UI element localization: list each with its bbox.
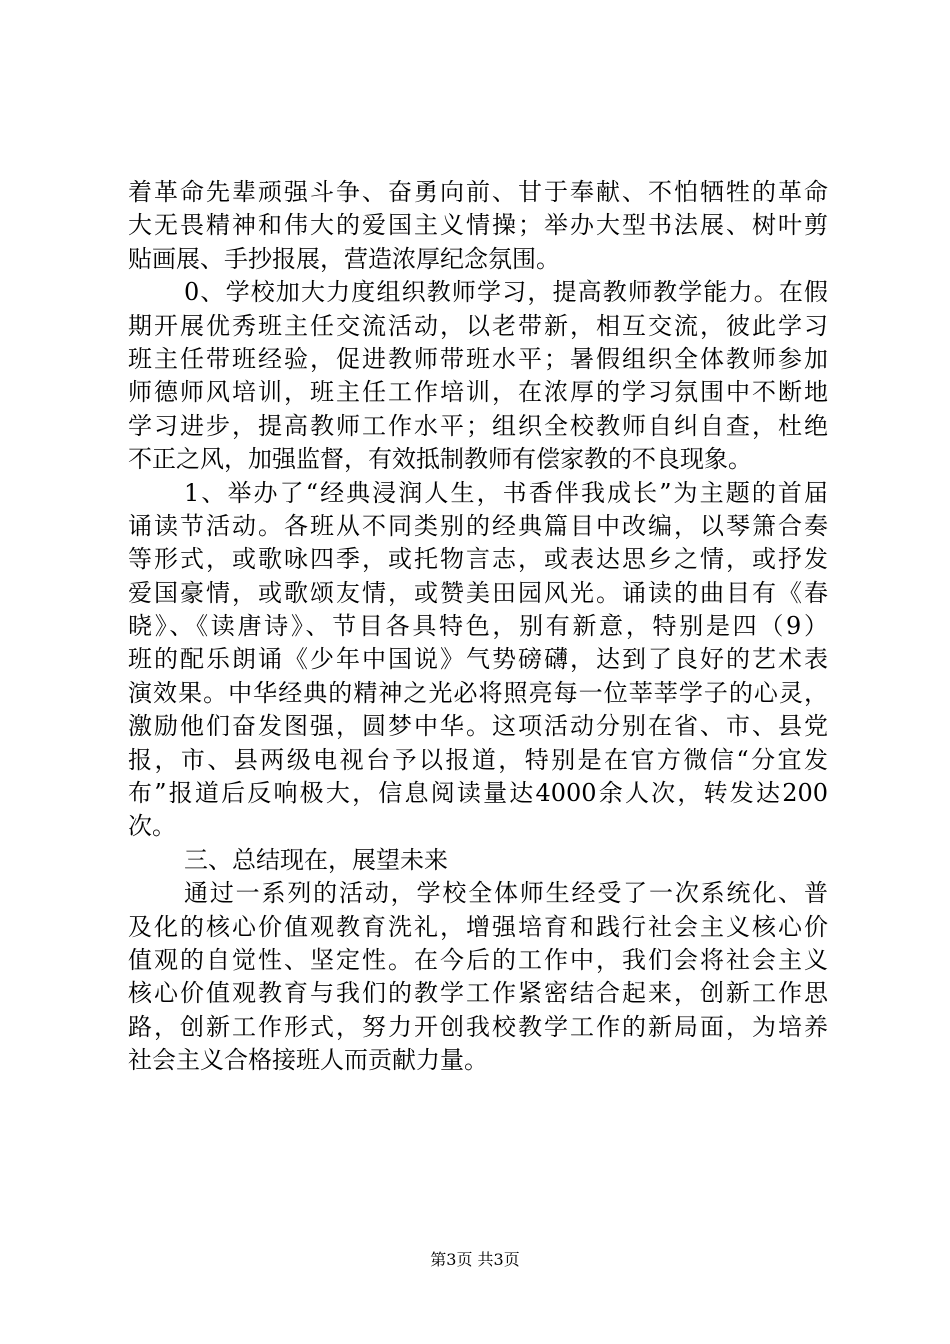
section-heading: 三、总结现在，展望未来 <box>184 845 448 874</box>
document-body <box>128 176 828 1078</box>
text-line: 报，市、县两级电视台予以报道，特别是在官方微信“分宜发 <box>128 745 828 774</box>
text-line: 演效果。中华经典的精神之光必将照亮每一位莘莘学子的心灵， <box>128 678 828 707</box>
text-line: 等形式，或歌咏四季，或托物言志，或表达思乡之情，或抒发 <box>128 545 828 574</box>
text-line: 布”报道后反响极大，信息阅读量达4000余人次，转发达200 <box>128 779 828 808</box>
text-line: 爱国豪情，或歌颂友情，或赞美田园风光。诵读的曲目有《春 <box>128 578 828 607</box>
text-line: 及化的核心价值观教育洗礼，增强培育和践行社会主义核心价 <box>128 912 828 941</box>
text-line: 1、举办了“经典浸润人生，书香伴我成长”为主题的首届 <box>184 478 828 507</box>
text-line: 次。 <box>128 812 176 841</box>
text-line: 激励他们奋发图强，圆梦中华。这项活动分别在省、市、县党 <box>128 712 828 741</box>
text-line: 贴画展、手抄报展，营造浓厚纪念氛围。 <box>128 244 560 273</box>
text-line: 学习进步，提高教师工作水平；组织全校教师自纠自查，杜绝 <box>128 411 828 440</box>
text-line: 着革命先辈顽强斗争、奋勇向前、甘于奉献、不怕牺牲的革命 <box>128 178 828 206</box>
text-line: 晓》、《读唐诗》、节目各具特色，别有新意，特别是四（9） <box>128 612 828 641</box>
text-line: 师德师风培训，班主任工作培训，在浓厚的学习氛围中不断地 <box>128 378 828 407</box>
text-line: 大无畏精神和伟大的爱国主义情操；举办大型书法展、树叶剪 <box>128 211 828 240</box>
text-line: 社会主义合格接班人而贡献力量。 <box>128 1046 488 1075</box>
text-line: 路，创新工作形式，努力开创我校教学工作的新局面，为培养 <box>128 1012 828 1041</box>
text-line: 班主任带班经验，促进教师带班水平；暑假组织全体教师参加 <box>128 344 828 373</box>
text-line: 期开展优秀班主任交流活动，以老带新，相互交流，彼此学习 <box>128 311 828 340</box>
text-line: 通过一系列的活动，学校全体师生经受了一次系统化、普 <box>184 879 828 908</box>
text-line: 0、学校加大力度组织教师学习，提高教师教学能力。在假 <box>184 278 828 307</box>
text-line: 诵读节活动。各班从不同类别的经典篇目中改编，以琴箫合奏 <box>128 511 828 540</box>
page-footer: 第3页 共3页 <box>430 1250 520 1269</box>
text-line: 值观的自觉性、坚定性。在今后的工作中，我们会将社会主义 <box>128 945 828 974</box>
text-line: 核心价值观教育与我们的教学工作紧密结合起来，创新工作思 <box>128 979 828 1008</box>
text-line: 班的配乐朗诵《少年中国说》气势磅礴，达到了良好的艺术表 <box>128 645 828 674</box>
text-line: 不正之风，加强监督，有效抵制教师有偿家教的不良现象。 <box>128 445 752 474</box>
